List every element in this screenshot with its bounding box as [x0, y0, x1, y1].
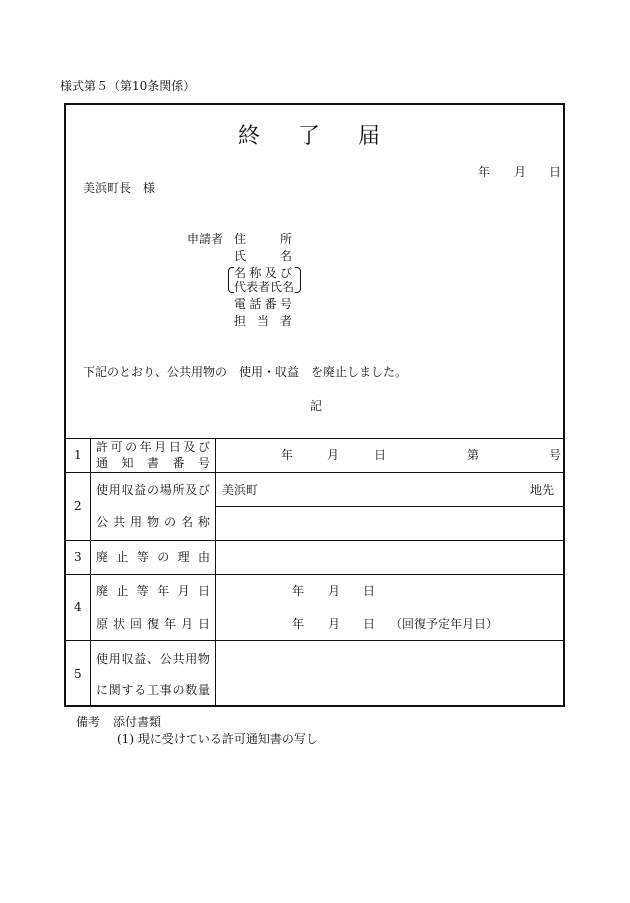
row2-number: 2 [74, 499, 82, 513]
row1-go: 号 [549, 448, 562, 462]
remarks-label: 備考 [76, 715, 101, 729]
applicant-representative-label: 代表者氏名 [234, 280, 295, 294]
row1-dai: 第 [467, 448, 480, 462]
row4-label-line2: 原状回復年月日 [96, 617, 210, 631]
table-line-2a [215, 506, 564, 507]
row2-label-line2: 公共用物の名称 [96, 515, 210, 529]
row4-month-1: 月 [328, 584, 341, 598]
date-day-label: 日 [549, 165, 562, 179]
applicant-address-label: 住 所 [234, 232, 292, 246]
row5-label-line1: 使用収益、公共用物 [96, 652, 210, 666]
row5-label-line2: に関する工事の数量 [96, 683, 210, 697]
row1-year: 年 [281, 448, 294, 462]
table-line-3 [65, 574, 564, 575]
row4-year-2: 年 [292, 617, 305, 631]
row3-label: 廃止等の理由 [96, 550, 210, 564]
row5-number: 5 [74, 667, 82, 681]
row4-year-1: 年 [292, 584, 305, 598]
row4-month-2: 月 [328, 617, 341, 631]
applicant-name-label: 氏 名 [234, 249, 292, 263]
form-title: 終了届 [238, 124, 419, 149]
table-line-2 [65, 540, 564, 541]
row1-day: 日 [374, 448, 387, 462]
table-line-1 [65, 472, 564, 473]
ki-label: 記 [310, 399, 323, 413]
row4-day-2: 日 [363, 617, 376, 631]
form-number-label: 様式第５（第10条関係） [60, 79, 196, 93]
row2-place-prefix: 美浜町 [222, 483, 259, 497]
date-year-label: 年 [478, 165, 491, 179]
right-bracket [295, 267, 301, 293]
remarks-item-1: (1) 現に受けている許可通知書の写し [117, 732, 318, 746]
row1-label-line2: 通知書番号 [96, 456, 210, 470]
applicant-contact-label: 担当者 [234, 314, 292, 328]
statement-text: 下記のとおり、公共用物の 使用・収益 を廃止しました。 [83, 365, 408, 379]
row1-number: 1 [74, 448, 82, 462]
table-line-top [65, 438, 564, 439]
row1-label-line1: 許可の年月日及び [96, 440, 210, 454]
row1-month: 月 [327, 448, 340, 462]
applicant-label: 申請者 [187, 232, 224, 246]
row4-day-1: 日 [363, 584, 376, 598]
remarks-title: 添付書類 [113, 715, 162, 729]
table-col-label [215, 438, 216, 706]
row2-label-line1: 使用収益の場所及び [96, 483, 210, 497]
date-month-label: 月 [514, 165, 527, 179]
applicant-phone-label: 電話番号 [234, 297, 292, 311]
table-line-4 [65, 640, 564, 641]
table-col-num [90, 438, 91, 706]
row2-chisaki: 地先 [530, 483, 555, 497]
applicant-corp-name-label: 名称及び [234, 266, 292, 280]
row4-label-line1: 廃止等年月日 [96, 584, 210, 598]
row4-note: （回復予定年月日） [390, 617, 499, 631]
row4-number: 4 [74, 600, 82, 614]
addressee: 美浜町長 様 [83, 181, 156, 195]
row3-number: 3 [74, 550, 82, 564]
